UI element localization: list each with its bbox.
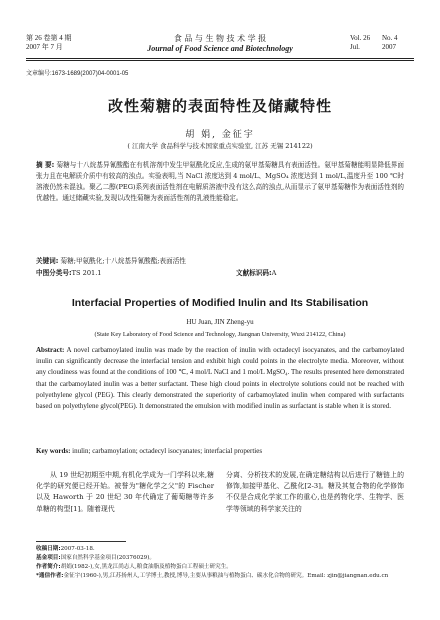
header-divider	[26, 58, 414, 61]
keywords-en-text: inulin; carbamoylation; octadecyl isocyanates; interfacial properties	[72, 447, 263, 455]
affiliation-en: (State Key Laboratory of Food Science and Technology, Jiangnan University, Wuxi 214122, China)	[94, 331, 346, 338]
corresponding-author-label: *通信作者:	[36, 573, 64, 579]
classification-number	[36, 267, 102, 277]
keywords-zh	[36, 256, 404, 267]
keywords-en-label: Key words:	[36, 447, 71, 455]
footnotes	[36, 545, 404, 581]
title-en: Interfacial Properties of Modified Inulin and Its Stabilisation	[71, 297, 369, 309]
abstract-zh-label: 摘 要:	[36, 161, 55, 169]
header-volume-zh: 第 26 卷第 4 期	[26, 34, 72, 42]
abstract-en	[36, 345, 404, 412]
affiliation-zh: ( 江南大学 食品科学与技术国家重点实验室, 江苏 无锡 214122)	[127, 142, 313, 150]
footnote-divider	[36, 541, 126, 542]
received-date: 2007-03-18.	[60, 546, 95, 552]
document-code-label: 文献标识码:	[236, 269, 272, 277]
author-bio-text: 胡娟(1982-),女,黑龙江尚志人,粮食油脂及植物蛋白工程硕士研究生。	[60, 564, 232, 570]
keywords-en	[36, 447, 404, 455]
header-volume-en: Vol. 26	[350, 34, 371, 42]
header-month-en: Jul.	[350, 43, 360, 51]
fund-text: 国家自然科学基金项目(20376029)。	[60, 555, 155, 561]
header-year-en: 2007	[382, 43, 396, 51]
authors-zh: 胡 娟, 金征宇	[185, 130, 255, 140]
received-label: 收稿日期:	[36, 546, 61, 552]
abstract-zh-text: 菊糖与十八烷基异氰酸酯在有机溶剂中发生甲氨酰化反应,生成的氨甲基菊糖具有表面活性。氨甲基菊糖能明显降低界面张力且在电解质介质中有较高的浊点。实验表明,当 NaCl 浓度达到 4 mol/L、MgSO₄ 浓度达到 1 mol/L,温度升至 100 ℃时溶液仍然未混浊。聚乙二醇(PEG)系列表面活性剂在电解质溶液中没有这么高的浊点,从而显示了氨甲基菊糖作为表面活性剂的优越性。通过储藏实验,发现以改性菊糖为表面活性剂的乳液性能稳定。	[36, 161, 405, 202]
article-number: 文章编号:1673-1689(2007)04-0001-05	[26, 71, 129, 77]
abstract-zh	[36, 160, 404, 204]
document-code	[236, 267, 276, 277]
keywords-zh-text: 菊糖;甲氨酰化;十八烷基异氰酸酯;表面活性	[60, 257, 186, 265]
header-issue-en	[350, 34, 414, 52]
title-zh: 改性菊糖的表面特性及储藏特性	[107, 97, 332, 115]
classification-value: TS 201.1	[71, 269, 102, 277]
body-column-left: 从 19 世纪初期至中期,有机化学成为一门学科以来,糖化学的研究便已经开始。被誉为"糖化学之父"的 Fischer 以及 Haworth 于 20 世纪 30 年代确定了葡萄糖等许多单糖的构型[1]。随着现代	[36, 471, 214, 513]
footnote-author1	[36, 563, 404, 572]
fund-label: 基金项目:	[36, 555, 61, 561]
body-text	[36, 470, 404, 538]
journal-name-en: Journal of Food Science and Biotechnology	[147, 44, 293, 53]
header-date-zh: 2007 年 7 月	[26, 43, 63, 51]
abstract-en-text: A novel carbamoylated inulin was made by the reaction of inulin with octadecyl isocyanates, and the carbamoylated inulin can significantly decrease the interfacial tension and exhibit high could points in the electrolyte media. Moreover, without any cloudiness was found at the conditions of 100 ℃, 4 mol/L NaCl and 1 mol/L MgSO₄. The results presented here demonstrated that the carbamoylated inulin was a better surfactant. These high cloud points in electrolyte solutions could not be reached with polyethylene glycol (PEG). This clearly demonstrated the superiority of carbamoylated inulin when compared with surfactants based on polyethylene glycol(PEG). It demonstrated the emulsion with modified inulin as surfactant is stable when it is stored.	[36, 346, 404, 411]
authors-en: HU Juan, JIN Zheng-yu	[186, 318, 254, 326]
footnote-author2	[36, 572, 404, 581]
footnote-received	[36, 545, 404, 554]
document-code-value: A	[271, 269, 277, 277]
body-column-right: 分离、分析技术的发展,在确定糖结构以后进行了糖链上的修饰,如接甲基化、乙酰化[2-3]。糖及其复合物的化学修饰不仅是合成化学家工作的重心,也是药物化学、生物学、医学等领域的科学家关注的	[226, 471, 404, 513]
classification-label: 中图分类号:	[36, 269, 72, 277]
abstract-en-label: Abstract:	[36, 346, 65, 354]
header-number-en: No. 4	[382, 34, 398, 42]
keywords-zh-label: 关键词:	[36, 257, 59, 265]
author-bio-label: 作者简介:	[36, 564, 61, 570]
footnote-fund	[36, 554, 404, 563]
corresponding-author-text: 金征宇(1960-),男,江苏扬州人,工学博士,教授,博导,主要从事粮油与植物蛋白、碳水化合物的研究。Email: zjin@jiangnan.edu.cn	[63, 573, 389, 579]
journal-name-zh: 食 品 与 生 物 技 术 学 报	[173, 34, 267, 43]
